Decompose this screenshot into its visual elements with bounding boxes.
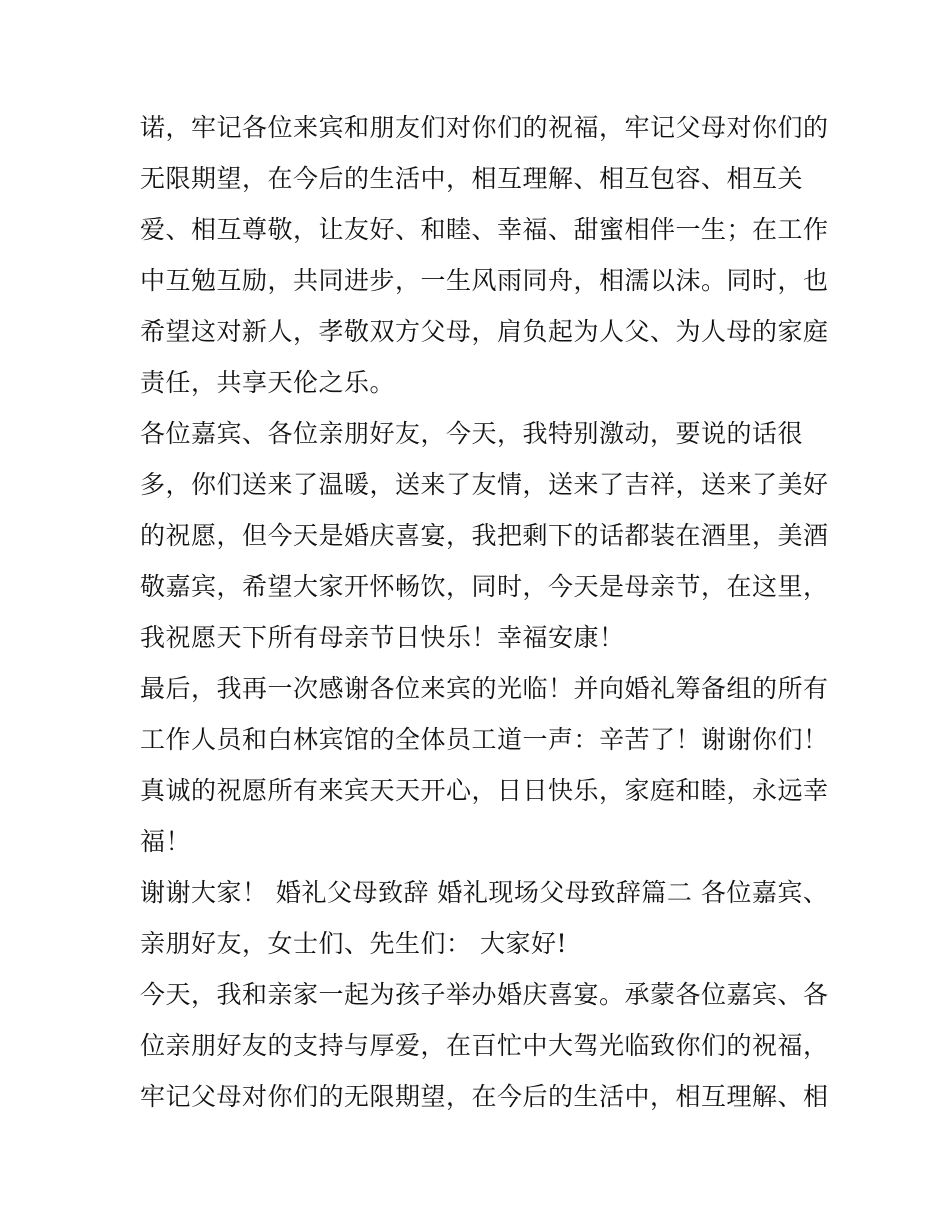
text-line: 各位嘉宾、各位亲朋好友，今天，我特别激动，要说的话很: [140, 419, 804, 448]
text-line: 爱、相互尊敬，让友好、和睦、幸福、甜蜜相伴一生；在工作: [140, 215, 829, 244]
text-line: 诺，牢记各位来宾和朋友们对你们的祝福，牢记父母对你们的: [140, 113, 829, 142]
text-line: 真诚的祝愿所有来宾天天开心，日日快乐，家庭和睦，永远幸: [140, 776, 829, 805]
text-line: 的祝愿，但今天是婚庆喜宴，我把剩下的话都装在酒里，美酒: [140, 521, 829, 550]
text-line: 无限期望，在今后的生活中，相互理解、相互包容、相互关: [140, 164, 804, 193]
text-line: 谢谢大家！ 婚礼父母致辞 婚礼现场父母致辞篇二 各位嘉宾、: [140, 878, 829, 907]
text-line: 牢记父母对你们的无限期望，在今后的生活中，相互理解、相: [140, 1082, 829, 1111]
text-line: 亲朋好友，女士们、先生们： 大家好!: [140, 929, 567, 958]
text-line: 工作人员和白林宾馆的全体员工道一声：辛苦了！谢谢你们！: [140, 725, 829, 754]
document-body: [140, 102, 829, 1122]
text-line: 中互勉互励，共同进步，一生风雨同舟，相濡以沫。同时，也: [140, 266, 829, 295]
text-line: 位亲朋好友的支持与厚爱，在百忙中大驾光临致你们的祝福，: [140, 1031, 829, 1060]
text-line: 敬嘉宾，希望大家开怀畅饮，同时，今天是母亲节，在这里，: [140, 572, 829, 601]
text-line: 我祝愿天下所有母亲节日快乐！幸福安康！: [140, 623, 625, 652]
text-line: 多，你们送来了温暖，送来了友情，送来了吉祥，送来了美好: [140, 470, 829, 499]
text-line: 福！: [140, 827, 192, 856]
text-line: 最后，我再一次感谢各位来宾的光临！并向婚礼筹备组的所有: [140, 674, 829, 703]
text-line: 希望这对新人，孝敬双方父母，肩负起为人父、为人母的家庭: [140, 317, 829, 346]
text-line: 今天，我和亲家一起为孩子举办婚庆喜宴。承蒙各位嘉宾、各: [140, 980, 829, 1009]
text-line: 责任，共享天伦之乐。: [140, 368, 396, 397]
